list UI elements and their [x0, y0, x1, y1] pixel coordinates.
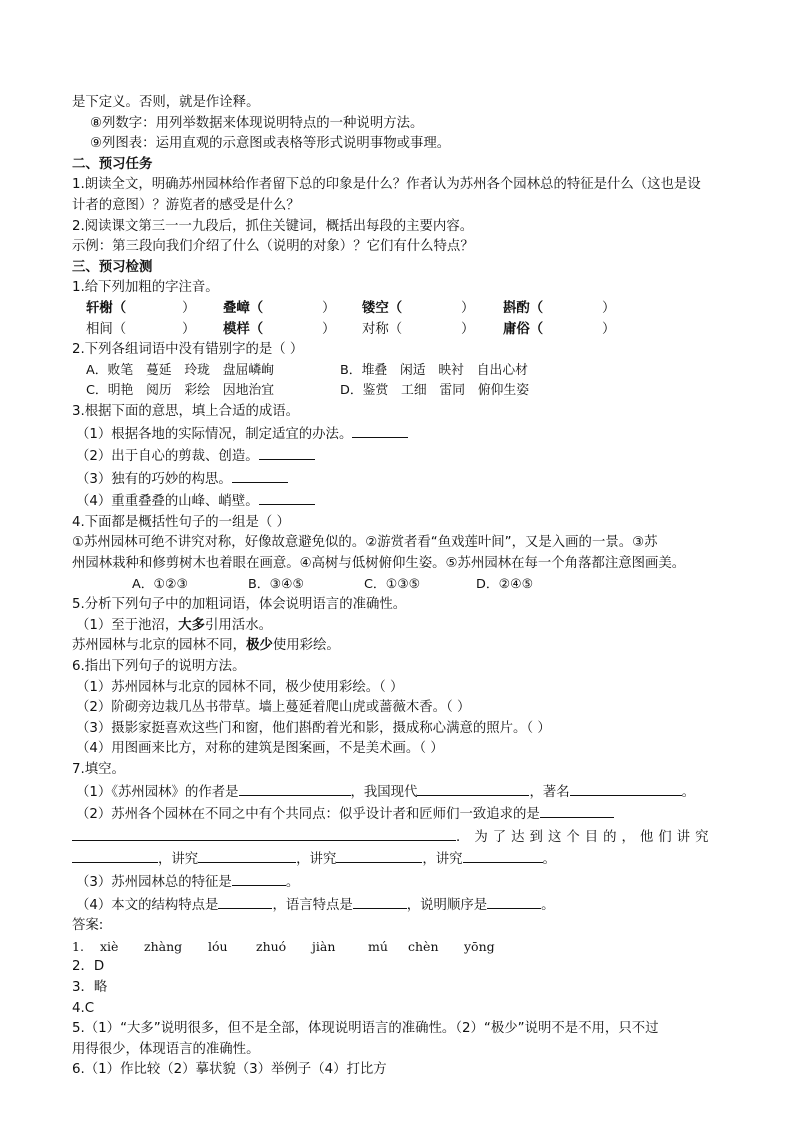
answer-blank[interactable]	[232, 871, 286, 886]
answer-blank[interactable]	[352, 423, 408, 438]
fill-text: ，讲究	[296, 852, 337, 868]
fill-text: （3）苏州园林总的特征是	[76, 874, 232, 890]
intro-line: ⑨列图表：运用直观的示意图或表格等形式说明事物或事理。	[90, 136, 451, 152]
idiom-prompt: （4）重重叠叠的山峰、峭壁。	[76, 494, 259, 510]
answer-number: 1.	[72, 938, 84, 954]
intro-line: 是下定义。否则，就是作诠释。	[72, 95, 260, 110]
answer-pinyin-row	[72, 937, 722, 958]
choice-b[interactable]: B．③④⑤	[248, 576, 304, 592]
pinyin: zhàng	[144, 938, 183, 954]
word-cell: 模样（	[223, 321, 264, 337]
task-line: 计者的意图）？游览者的感受是什么？	[72, 197, 300, 213]
answer-line: 2．D	[72, 959, 105, 975]
word-cell: 斟酌（	[503, 300, 544, 316]
fill-item	[72, 803, 722, 826]
word-cell: 叠嶂（	[223, 300, 264, 316]
method-item: （4）用图画来比方，对称的建筑是图案画，不是美术画。（ ）	[76, 741, 444, 757]
bracket[interactable]: ）	[322, 300, 336, 316]
word-cell: 对称（	[362, 321, 403, 337]
fill-item	[72, 781, 722, 804]
task-line: 2.阅读课文第三一一九段后，抓住关键词，概括出每段的主要内容。	[72, 218, 474, 234]
choice-d[interactable]: D．②④⑤	[476, 576, 534, 592]
answer-blank[interactable]	[259, 490, 315, 505]
word-cell: 相间（	[86, 321, 127, 337]
answer-blank[interactable]	[259, 445, 315, 460]
word-cell: 轩榭（	[86, 300, 127, 316]
document-page	[72, 93, 722, 1081]
choice-c[interactable]: C．明艳 阅历 彩绘 因地治宜	[86, 383, 275, 399]
passage-line: 州园林栽种和修剪树木也着眼在画意。④高树与低树俯仰生姿。⑤苏州园林在每一个角落都注意图画美。	[72, 556, 686, 572]
method-item: （3）摄影家挺喜欢这些门和窗，他们斟酌着光和影，摄成称心满意的照片。（ ）	[76, 720, 551, 736]
pinyin: jiàn	[312, 938, 336, 954]
answer-blank[interactable]	[232, 468, 288, 483]
pinyin: lóu	[208, 938, 228, 954]
bold-word: 极少	[246, 638, 273, 654]
fill-text: ，语言特点是	[272, 897, 353, 913]
fill-text: ，讲究	[158, 852, 199, 868]
answer-line: 4.C	[72, 1000, 95, 1016]
answer-blank[interactable]	[72, 848, 158, 863]
method-item: （1）苏州园林与北京的园林不同，极少使用彩绘。（ ）	[76, 679, 404, 695]
answer-blank[interactable]	[72, 826, 456, 841]
choice-a[interactable]: A．①②③	[132, 576, 188, 592]
answer-blank[interactable]	[417, 781, 529, 796]
question: 1.给下列加粗的字注音。	[72, 280, 219, 296]
idiom-prompt: （1）根据各地的实际情况，制定适宜的办法。	[76, 426, 353, 442]
choice-c[interactable]: C．①③⑤	[364, 576, 421, 592]
idiom-item	[72, 468, 722, 491]
question: 4.下面都是概括性句子的一组是（ ）	[72, 514, 290, 530]
fill-item	[72, 848, 722, 871]
idiom-item	[72, 423, 722, 446]
answer-blank[interactable]	[487, 894, 541, 909]
fill-text: 。	[542, 852, 556, 868]
pinyin: chèn	[408, 938, 439, 954]
fill-text: （2）苏州各个园林在不同之中有个共同点：似乎设计者和匠师们一致追求的是	[76, 807, 540, 823]
intro-line: ⑧列数字：用列举数据来体现说明特点的一种说明方法。	[90, 115, 424, 131]
method-item: （2）阶砌旁边栽几丛书带草。墙上蔓延着爬山虎或蔷薇木香。（ ）	[76, 700, 471, 716]
choice-row	[72, 381, 722, 402]
sentence-text: （1）至于池沼，	[76, 617, 179, 633]
fill-text: ，著名	[529, 784, 570, 800]
pinyin: mú	[368, 938, 388, 954]
choice-a[interactable]: A．败笔 蔓延 玲珑 盘屈嶙峋	[86, 362, 274, 378]
task-line: 1.朗读全文，明确苏州园林给作者留下总的印象是什么？作者认为苏州各个园林总的特征是什么（这也是设	[72, 177, 701, 193]
sentence-text: 使用彩绘。	[272, 638, 340, 654]
choice-row	[72, 575, 722, 596]
choice-row	[72, 361, 722, 382]
bracket[interactable]: ）	[461, 300, 475, 316]
bold-word: 大多	[178, 617, 206, 633]
bracket[interactable]: ）	[461, 321, 475, 337]
word-cell: 庸俗（	[503, 321, 544, 337]
fill-item	[72, 826, 722, 849]
bracket[interactable]: ）	[322, 321, 336, 337]
fill-item	[72, 894, 722, 917]
idiom-item	[72, 445, 722, 468]
sentence-item	[72, 616, 722, 637]
fill-text: （4）本文的结构特点是	[76, 897, 219, 913]
answer-blank[interactable]	[463, 848, 543, 863]
fill-text: 。	[681, 784, 696, 800]
answers-title: 答案:	[72, 918, 104, 934]
idiom-item	[72, 490, 722, 513]
section-title: 三、预习检测	[72, 259, 153, 275]
bracket[interactable]: ）	[602, 300, 616, 316]
sentence-text: 引用活水。	[205, 617, 272, 633]
answer-blank[interactable]	[198, 848, 296, 863]
question: 6.指出下列句子的说明方法。	[72, 659, 246, 675]
pinyin: yōng	[464, 938, 495, 954]
pinyin-row	[72, 320, 722, 341]
sentence-item	[72, 636, 722, 657]
fill-text: 。	[285, 874, 300, 890]
pinyin: zhuó	[256, 938, 287, 954]
fill-text: ，我国现代	[350, 784, 418, 800]
question: 3.根据下面的意思，填上合适的成语。	[72, 403, 300, 419]
bracket[interactable]: ）	[182, 300, 196, 316]
answer-blank[interactable]	[239, 781, 351, 796]
idiom-prompt: （3）独有的巧妙的构思。	[76, 471, 232, 487]
answer-line: 3．略	[72, 979, 108, 995]
pinyin: xiè	[100, 938, 119, 954]
choice-b[interactable]: B．堆叠 闲适 映衬 自出心材	[340, 362, 528, 378]
task-line: 示例：第三段向我们介绍了什么（说明的对象）？它们有什么特点？	[72, 239, 474, 255]
answer-blank[interactable]	[353, 894, 407, 909]
sentence-text: 苏州园林与北京的园林不同，	[72, 638, 247, 654]
fill-text: ，讲究	[422, 852, 463, 868]
fill-item	[72, 871, 722, 894]
section-title: 二、预习任务	[72, 156, 153, 172]
answer-line: 5.（1）“大多”说明很多，但不是全部，体现说明语言的准确性。（2）“极少”说明不是不用，只不过	[72, 1021, 659, 1037]
answer-blank[interactable]	[336, 848, 422, 863]
question: 5.分析下列句子中的加粗词语，体会说明语言的准确性。	[72, 597, 407, 613]
answer-line: 用得很少，体现语言的准确性。	[72, 1041, 260, 1057]
answer-blank[interactable]	[218, 894, 272, 909]
answer-blank[interactable]	[570, 781, 682, 796]
passage-line: ①苏州园林可绝不讲究对称，好像故意避免似的。②游赏者看“鱼戏莲叶间”，又是入画的一景。③苏	[72, 535, 658, 551]
fill-text: 。	[541, 897, 555, 913]
answer-line: 6.（1）作比较（2）摹状貌（3）举例子（4）打比方	[72, 1062, 387, 1078]
answer-blank[interactable]	[540, 803, 614, 818]
question: 2.下列各组词语中没有错别字的是（ ）	[72, 342, 304, 358]
pinyin-row	[72, 299, 722, 320]
idiom-prompt: （2）出于自心的剪裁、创造。	[76, 449, 259, 465]
bracket[interactable]: ）	[182, 321, 196, 337]
fill-text: ．为了达到这个目的，他们讲究	[456, 829, 714, 845]
choice-d[interactable]: D．鉴赏 工细 雷同 俯仰生姿	[340, 383, 530, 399]
bracket[interactable]: ）	[602, 321, 616, 337]
question: 7.填空。	[72, 762, 125, 777]
fill-text: （1）《苏州园林》的作者是	[76, 784, 239, 800]
fill-text: ，说明顺序是	[406, 897, 488, 913]
word-cell: 镂空（	[362, 300, 403, 316]
